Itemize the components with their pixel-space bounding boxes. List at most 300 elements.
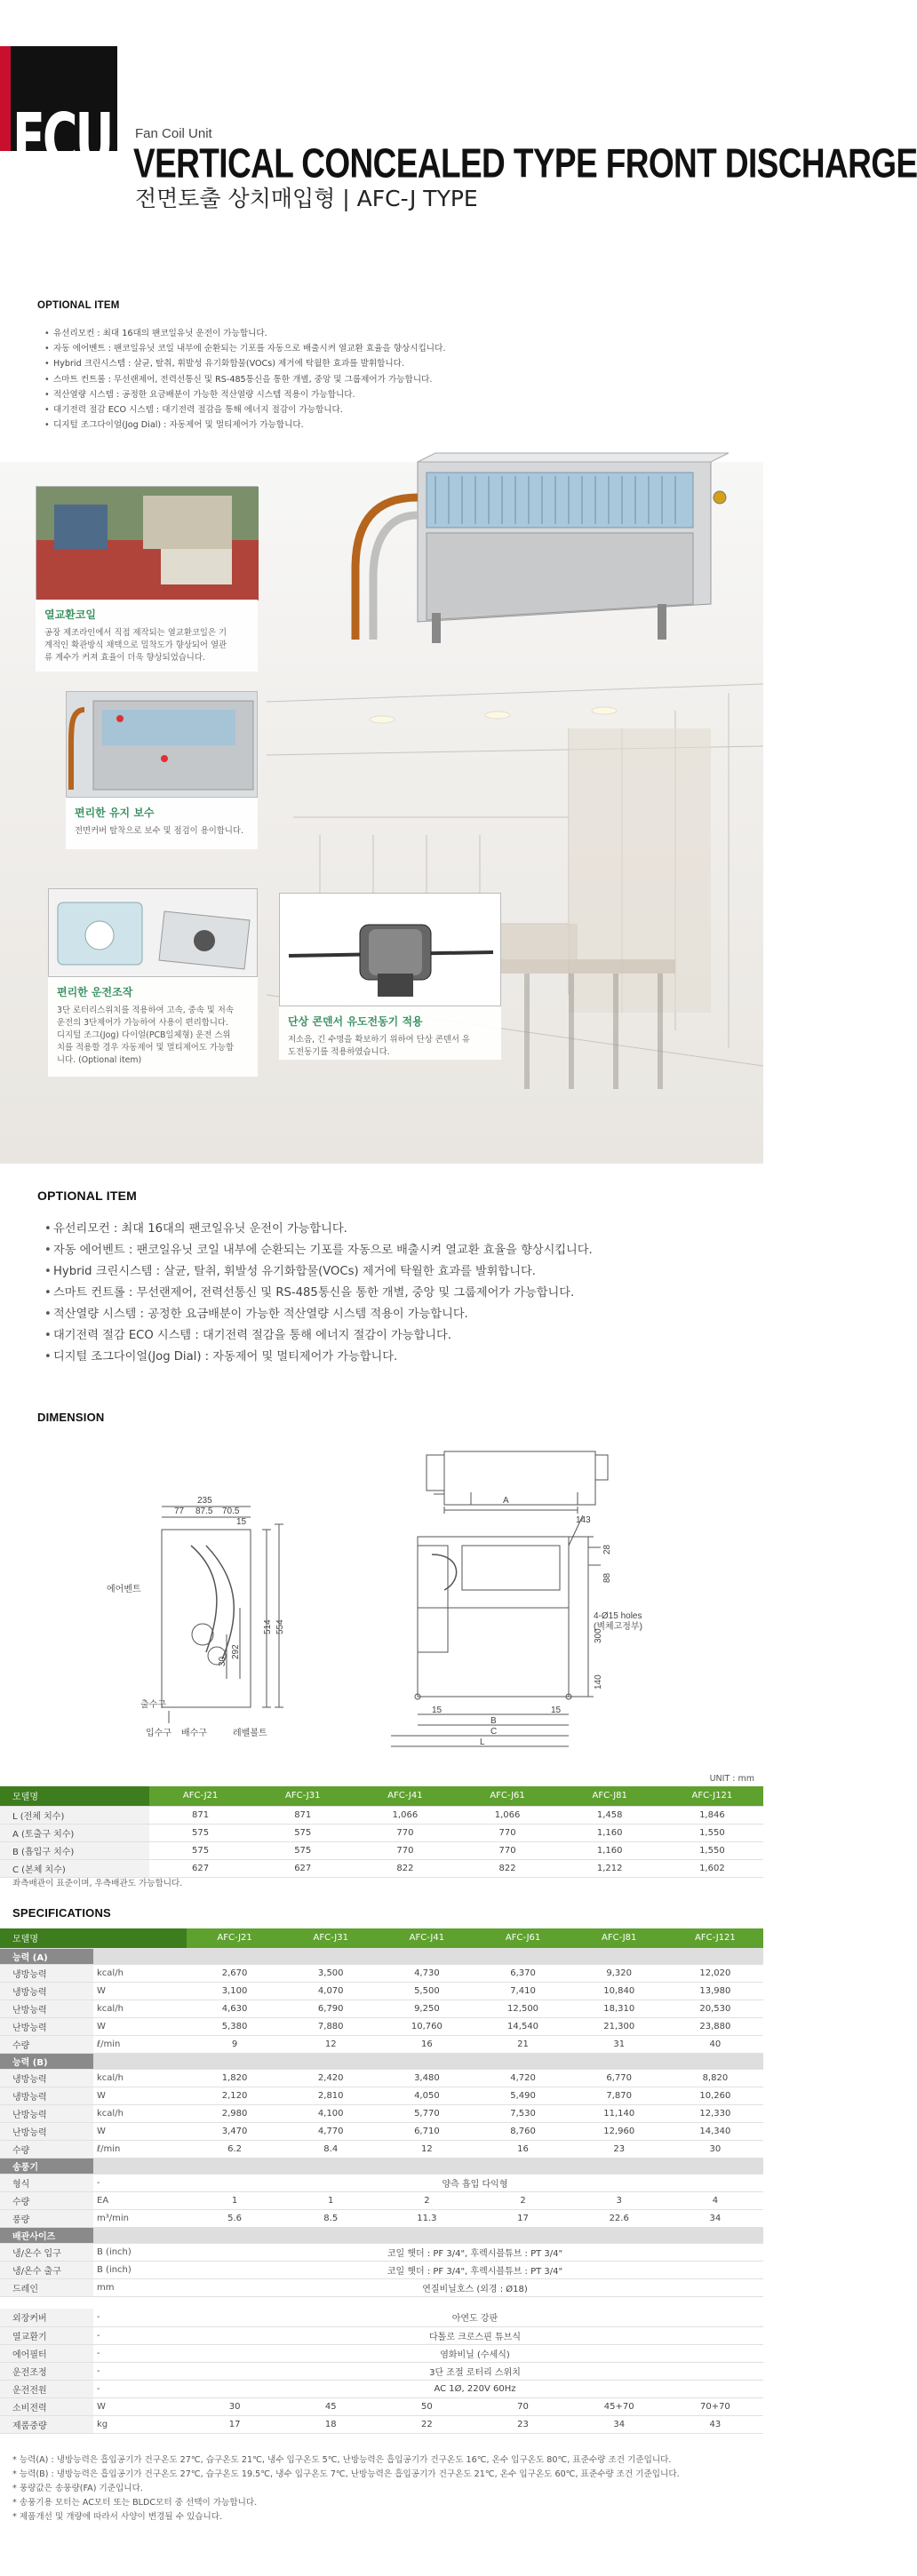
table-cell: 운전전원 — [0, 2380, 93, 2397]
table-cell: 822 — [456, 1859, 558, 1877]
table-cell: A (토출구 치수) — [0, 1824, 149, 1841]
dim-label-88: 88 — [602, 1572, 612, 1583]
dim-label-70-5: 70.5 — [222, 1507, 240, 1516]
control-photo — [48, 888, 258, 977]
dimension-note: 좌측배관이 표준이며, 우측배관도 가능합니다. — [12, 1879, 183, 1888]
table-cell: EA — [93, 2191, 187, 2209]
table-cell: 5.6 — [187, 2209, 283, 2227]
list-item: • 자동 에어벤트 : 팬코일유닛 코일 내부에 순환되는 기포를 자동으로 배출시켜 열교환 효율을 향상시킵니다. — [44, 1240, 593, 1261]
table-cell: 연질비닐호스 (외경 : Ø18) — [187, 2278, 763, 2296]
table-cell: 12,020 — [667, 1964, 763, 1982]
group-filler — [93, 2053, 763, 2069]
table-cell: ℓ/min — [93, 2035, 187, 2053]
feature-maintenance-title: 편리한 유지 보수 — [75, 807, 155, 819]
list-item: • 유선리모컨 : 최대 16대의 팬코일유닛 운전이 가능합니다. — [44, 1219, 593, 1240]
dim-label-514: 514 — [263, 1619, 273, 1634]
table-cell: 수량 — [0, 2035, 93, 2053]
specifications-title: SPECIFICATIONS — [12, 1906, 111, 1920]
table-cell: 8.4 — [283, 2140, 379, 2158]
table-cell: 7,870 — [571, 2087, 667, 2104]
table-row — [0, 2362, 763, 2380]
table-header-cell: AFC-J61 — [474, 1928, 570, 1948]
feature-coil-body — [44, 627, 249, 664]
table-cell: 형식 — [0, 2174, 93, 2191]
table-cell: 8,820 — [667, 2069, 763, 2087]
fcu-cover-image — [67, 692, 259, 799]
feature-maintenance-line: 전면커버 탈착으로 보수 및 점검이 용이합니다. — [75, 826, 243, 836]
table-cell: 16 — [379, 2035, 474, 2053]
dim-label-outlet: 출수구 — [140, 1700, 166, 1710]
table-cell: - — [93, 2174, 187, 2191]
table-cell: W — [93, 2397, 187, 2415]
table-header-cell: 모델명 — [0, 1928, 93, 1948]
table-row — [0, 1964, 763, 1982]
fcu-logo — [0, 46, 117, 180]
table-cell: 21,300 — [571, 2017, 667, 2035]
table-cell: 냉방능력 — [0, 2087, 93, 2104]
table-cell: 1,550 — [661, 1841, 763, 1859]
table-row — [0, 2209, 763, 2227]
feature-control-line: 치를 적용할 경우 자동제어 및 멀티제어도 가능합 — [57, 1043, 235, 1053]
product-hero-area — [0, 462, 763, 1164]
table-cell: B (inch) — [93, 2243, 187, 2261]
top-outline — [427, 1451, 608, 1514]
table-cell: 외장커버 — [0, 2309, 93, 2326]
table-row — [0, 2243, 763, 2261]
controller-image — [49, 889, 259, 978]
table-cell: 아연도 강판 — [187, 2309, 763, 2326]
table-cell: ℓ/min — [93, 2140, 187, 2158]
unit-note: UNIT : mm — [709, 1774, 754, 1784]
table-cell: 1,066 — [354, 1806, 456, 1824]
table-header-cell: AFC-J21 — [149, 1786, 251, 1806]
table-row — [0, 2069, 763, 2087]
table-cell: 70 — [474, 2397, 570, 2415]
table-cell: 6.2 — [187, 2140, 283, 2158]
side-view — [162, 1507, 283, 1723]
table-cell: 31 — [571, 2035, 667, 2053]
table-row — [0, 2035, 763, 2053]
group-label: 배관사이즈 — [0, 2227, 93, 2243]
dim-label-A: A — [503, 1496, 509, 1506]
table-cell: 12,960 — [571, 2122, 667, 2140]
group-label: 능력 (B) — [0, 2053, 93, 2069]
fcu-unit-illustration — [355, 453, 729, 643]
table-cell: 수량 — [0, 2140, 93, 2158]
table-cell: 1,602 — [661, 1859, 763, 1877]
dimension-drawing-svg — [0, 1457, 763, 1759]
table-cell: 871 — [149, 1806, 251, 1824]
table-cell: 2,670 — [187, 1964, 283, 1982]
table-cell: 20,530 — [667, 2000, 763, 2017]
dimension-table — [0, 1786, 763, 1878]
title-model: AFC-J TYPE — [356, 186, 478, 211]
dim-label-drain: 배수구 — [181, 1729, 207, 1738]
dim-label-292: 292 — [231, 1644, 241, 1659]
table-cell: 5,490 — [474, 2087, 570, 2104]
table-cell: L (전체 치수) — [0, 1806, 149, 1824]
table-cell: 2 — [379, 2191, 474, 2209]
table-cell: 3,480 — [379, 2069, 474, 2087]
table-cell: 난방능력 — [0, 2017, 93, 2035]
group-label: 송풍기 — [0, 2158, 93, 2174]
dim-label-L: L — [480, 1737, 485, 1747]
table-cell: - — [93, 2309, 187, 2326]
table-cell: 575 — [251, 1841, 354, 1859]
list-item: • Hybrid 크린시스템 : 살균, 탈취, 휘발성 유기화합물(VOCs) 제거에 탁월한 효과를 발휘합니다. — [44, 1261, 593, 1283]
table-row — [0, 2415, 763, 2433]
table-cell: 4,630 — [187, 2000, 283, 2017]
table-cell: 난방능력 — [0, 2104, 93, 2122]
list-item: • 자동 에어벤트 : 팬코일유닛 코일 내부에 순환되는 기포를 자동으로 배출시켜 열교환 효율을 향상시킵니다. — [44, 341, 445, 356]
table-header-cell: AFC-J21 — [187, 1928, 283, 1948]
table-cell: 45+70 — [571, 2397, 667, 2415]
table-cell: 제품중량 — [0, 2415, 93, 2433]
table-cell: 6,370 — [474, 1964, 570, 1982]
table-header-cell: AFC-J41 — [354, 1786, 456, 1806]
table-cell: 3,470 — [187, 2122, 283, 2140]
feature-motor-line: 저소음, 긴 수명을 확보하기 위하여 단상 콘덴서 유 — [288, 1035, 470, 1045]
optional-item-list-small — [44, 326, 445, 433]
optional-item-list — [44, 1219, 593, 1368]
table-cell: 22.6 — [571, 2209, 667, 2227]
table-cell: 7,530 — [474, 2104, 570, 2122]
dim-label-77: 77 — [174, 1507, 185, 1516]
feature-motor-title: 단상 콘덴서 유도전동기 적용 — [288, 1015, 423, 1028]
table-cell: 45 — [283, 2397, 379, 2415]
table-cell: 1,550 — [661, 1824, 763, 1841]
table-row — [0, 2087, 763, 2104]
dim-label-87-5: 87.5 — [195, 1507, 213, 1516]
table-cell: 30 — [187, 2397, 283, 2415]
dimension-title: DIMENSION — [37, 1411, 105, 1424]
table-cell: 16 — [474, 2140, 570, 2158]
page-title-english: VERTICAL CONCEALED TYPE FRONT DISCHARGE — [133, 140, 917, 187]
feature-coil-title: 열교환코일 — [44, 608, 96, 621]
list-item: • 디지털 조그다이얼(Jog Dial) : 자동제어 및 멀티제어가 가능합니다. — [44, 1347, 593, 1368]
dim-label-inlet: 입수구 — [146, 1729, 171, 1738]
table-header-row — [0, 1928, 763, 1948]
list-item: • 디지털 조그다이얼(Jog Dial) : 자동제어 및 멀티제어가 가능합니다. — [44, 417, 445, 433]
table-cell: 2,980 — [187, 2104, 283, 2122]
table-cell: 풍량 — [0, 2209, 93, 2227]
table-header-row — [0, 1786, 763, 1806]
table-row — [0, 2174, 763, 2191]
table-cell: 9,250 — [379, 2000, 474, 2017]
table-cell: 3,500 — [283, 1964, 379, 1982]
table-cell: 1,846 — [661, 1806, 763, 1824]
feature-maintenance-body — [75, 825, 249, 838]
table-cell: - — [93, 2380, 187, 2397]
optional-item-title: OPTIONAL ITEM — [37, 1189, 138, 1203]
list-item: • 스마트 컨트롤 : 무선랜제어, 전력선통신 및 RS-485통신을 통한 개별, 중앙 및 그룹제어가 가능합니다. — [44, 372, 445, 387]
feature-control-line: 디지털 조그(Jog) 다이얼(PCB일체형) 운전 스위 — [57, 1030, 231, 1040]
table-cell: 1,458 — [559, 1806, 661, 1824]
table-cell: 4 — [667, 2191, 763, 2209]
table-cell: 열교환기 — [0, 2326, 93, 2344]
feature-control-line: 니다. (Optional item) — [57, 1055, 142, 1065]
dim-label-15: 15 — [236, 1517, 247, 1527]
table-row — [0, 2000, 763, 2017]
table-cell: 23,880 — [667, 2017, 763, 2035]
table-cell: 770 — [354, 1824, 456, 1841]
table-cell: 11,140 — [571, 2104, 667, 2122]
table-cell: 2 — [474, 2191, 570, 2209]
group-filler — [93, 1948, 763, 1964]
table-cell: 18,310 — [571, 2000, 667, 2017]
table-row — [0, 2344, 763, 2362]
table-cell: 11.3 — [379, 2209, 474, 2227]
spec-note: * 송풍기용 모터는 AC모터 또는 BLDC모터 중 선택이 가능합니다. — [12, 2498, 258, 2508]
table-header-cell: AFC-J31 — [283, 1928, 379, 1948]
table-header-cell: AFC-J31 — [251, 1786, 354, 1806]
feature-control — [48, 977, 258, 1077]
table-cell: 5,500 — [379, 1982, 474, 2000]
table-cell: 34 — [571, 2415, 667, 2433]
table-cell: 냉방능력 — [0, 1964, 93, 1982]
table-group-row — [0, 2053, 763, 2069]
table-cell: kcal/h — [93, 1964, 187, 1982]
table-cell: 8.5 — [283, 2209, 379, 2227]
table-cell: 10,840 — [571, 1982, 667, 2000]
dim-label-level-bolt: 레벨볼트 — [233, 1729, 267, 1738]
list-item: • Hybrid 크린시스템 : 살균, 탈취, 휘발성 유기화합물(VOCs) 제거에 탁월한 효과를 발휘합니다. — [44, 356, 445, 371]
table-cell: 염화비닐 (수세식) — [187, 2344, 763, 2362]
list-item: • 스마트 컨트롤 : 무선랜제어, 전력선통신 및 RS-485통신을 통한 개별, 중앙 및 그룹제어가 가능합니다. — [44, 1283, 593, 1304]
feature-coil-line: 계적인 확관방식 채택으로 밀착도가 향상되어 열관 — [44, 640, 227, 650]
table-spacer-row — [0, 2296, 763, 2309]
table-cell: 냉방능력 — [0, 2069, 93, 2087]
table-header-cell: 모델명 — [0, 1786, 149, 1806]
dim-label-28: 28 — [602, 1544, 612, 1554]
table-header-cell: AFC-J81 — [559, 1786, 661, 1806]
table-cell: 770 — [456, 1841, 558, 1859]
dim-label-15c: 15 — [551, 1705, 562, 1715]
dim-label-air-vent: 에어벤트 — [107, 1585, 141, 1594]
table-cell: 21 — [474, 2035, 570, 2053]
group-filler — [93, 2227, 763, 2243]
table-cell: 70+70 — [667, 2397, 763, 2415]
dim-label-140: 140 — [594, 1674, 603, 1690]
list-item: • 적산열량 시스템 : 공정한 요금배분이 가능한 적산열량 시스템 적용이 가능합니다. — [44, 1304, 593, 1325]
feature-control-line: 운전의 3단제어가 가능하여 사용이 편리합니다. — [57, 1018, 228, 1028]
table-cell: 2,420 — [283, 2069, 379, 2087]
table-header-cell — [93, 1928, 187, 1948]
feature-coil-line: 공장 제조라인에서 직접 제작되는 열교환코일은 기 — [44, 628, 227, 638]
table-cell: 40 — [667, 2035, 763, 2053]
table-cell: 12 — [283, 2035, 379, 2053]
table-header-cell: AFC-J41 — [379, 1928, 474, 1948]
table-cell: 575 — [149, 1824, 251, 1841]
table-cell: 12,330 — [667, 2104, 763, 2122]
list-item: • 유선리모컨 : 최대 16대의 팬코일유닛 운전이 가능합니다. — [44, 326, 445, 341]
table-row — [0, 2140, 763, 2158]
table-cell: 627 — [251, 1859, 354, 1877]
table-cell: 드레인 — [0, 2278, 93, 2296]
table-cell: 3 — [571, 2191, 667, 2209]
table-cell: 2,120 — [187, 2087, 283, 2104]
table-cell: 10,260 — [667, 2087, 763, 2104]
table-cell: m³/min — [93, 2209, 187, 2227]
table-cell: B (inch) — [93, 2261, 187, 2278]
table-cell: - — [93, 2362, 187, 2380]
dim-label-30: 30 — [218, 1656, 227, 1666]
table-row — [0, 2397, 763, 2415]
table-row — [0, 2017, 763, 2035]
table-cell: 4,050 — [379, 2087, 474, 2104]
motor-photo — [279, 893, 501, 1006]
table-cell: 50 — [379, 2397, 474, 2415]
motor-image — [280, 894, 502, 1007]
table-cell: 6,790 — [283, 2000, 379, 2017]
table-cell: kcal/h — [93, 2069, 187, 2087]
dim-label-holes: 4-Ø15 holes — [594, 1611, 642, 1621]
table-group-row — [0, 2227, 763, 2243]
table-header-cell: AFC-J61 — [456, 1786, 558, 1806]
page-title-korean — [135, 181, 478, 213]
spec-note: * 능력(B) : 냉방능력은 흡입공기가 건구온도 27℃, 습구온도 19.5℃, 냉수 입구온도 7℃, 난방능력은 흡입공기가 건구온도 21℃, 온수 입구온도 60℃, 표준수량 조건 기준입니다. — [12, 2469, 680, 2479]
table-cell: 4,070 — [283, 1982, 379, 2000]
table-cell: 627 — [149, 1859, 251, 1877]
feature-control-title: 편리한 운전조작 — [57, 986, 133, 998]
table-cell: 822 — [354, 1859, 456, 1877]
table-cell: 난방능력 — [0, 2122, 93, 2140]
maintenance-photo — [66, 691, 258, 798]
table-group-row — [0, 1948, 763, 1964]
fan-coil-unit-subtitle: Fan Coil Unit — [135, 126, 212, 141]
table-cell: kg — [93, 2415, 187, 2433]
table-cell: 냉/온수 입구 — [0, 2243, 93, 2261]
table-cell: 770 — [456, 1824, 558, 1841]
table-cell: - — [93, 2326, 187, 2344]
dim-label-C: C — [490, 1727, 498, 1737]
factory-line-image — [36, 487, 259, 600]
table-cell: 9 — [187, 2035, 283, 2053]
table-cell: 코일 헷더 : PF 3/4", 후렉시블튜브 : PT 3/4" — [187, 2243, 763, 2261]
front-view — [391, 1515, 601, 1746]
table-cell: 1,820 — [187, 2069, 283, 2087]
table-cell: 575 — [251, 1824, 354, 1841]
table-cell: 5,770 — [379, 2104, 474, 2122]
feature-coil-line: 류 계수가 커져 효율이 더욱 향상되었습니다. — [44, 653, 205, 663]
table-cell: 1,066 — [456, 1806, 558, 1824]
table-cell: W — [93, 1982, 187, 2000]
spec-note: * 풍량값은 송풍량(FA) 기준입니다. — [12, 2484, 143, 2493]
feature-motor-line: 도전동기를 적용하였습니다. — [288, 1047, 390, 1057]
table-cell: mm — [93, 2278, 187, 2296]
dim-label-235: 235 — [197, 1496, 212, 1506]
table-cell: B (흡입구 치수) — [0, 1841, 149, 1859]
table-cell: 10,760 — [379, 2017, 474, 2035]
table-cell: 9,320 — [571, 1964, 667, 1982]
table-row — [0, 1824, 763, 1841]
group-filler — [93, 2158, 763, 2174]
dim-label-15b: 15 — [432, 1705, 443, 1715]
table-cell: 3단 조절 로터리 스위치 — [187, 2362, 763, 2380]
feature-motor — [279, 1006, 501, 1060]
feature-control-body — [57, 1005, 249, 1067]
dim-label-554: 554 — [275, 1619, 285, 1634]
table-row — [0, 1841, 763, 1859]
table-row — [0, 2309, 763, 2326]
table-cell: 575 — [149, 1841, 251, 1859]
table-cell: 1,160 — [559, 1841, 661, 1859]
table-cell: AC 1Ø, 220V 60Hz — [187, 2380, 763, 2397]
feature-coil — [36, 600, 258, 672]
dim-label-B: B — [490, 1716, 497, 1726]
table-cell: 양측 흡입 다익형 — [187, 2174, 763, 2191]
table-cell: 43 — [667, 2415, 763, 2433]
dim-label-300: 300 — [594, 1628, 603, 1643]
coil-photo — [36, 486, 258, 600]
specifications-table — [0, 1928, 763, 2434]
table-cell: 14,540 — [474, 2017, 570, 2035]
table-header-cell: AFC-J121 — [661, 1786, 763, 1806]
table-cell: 6,710 — [379, 2122, 474, 2140]
table-header-cell: AFC-J121 — [667, 1928, 763, 1948]
table-cell: 17 — [474, 2209, 570, 2227]
title-separator: | — [335, 186, 357, 211]
table-cell: 770 — [354, 1841, 456, 1859]
table-cell: kcal/h — [93, 2104, 187, 2122]
table-cell: 22 — [379, 2415, 474, 2433]
table-header-cell: AFC-J81 — [571, 1928, 667, 1948]
table-row — [0, 2278, 763, 2296]
table-cell: 17 — [187, 2415, 283, 2433]
table-cell: 4,100 — [283, 2104, 379, 2122]
table-cell: W — [93, 2017, 187, 2035]
table-cell: 1,160 — [559, 1824, 661, 1841]
spacer-cell — [0, 2296, 763, 2309]
list-item: • 대기전력 절감 ECO 시스템 : 대기전력 절감을 통해 에너지 절감이 가능합니다. — [44, 402, 445, 417]
table-row — [0, 2261, 763, 2278]
spec-notes — [12, 2453, 680, 2524]
table-cell: 12 — [379, 2140, 474, 2158]
table-cell: kcal/h — [93, 2000, 187, 2017]
table-cell: 8,760 — [474, 2122, 570, 2140]
table-cell: 운전조정 — [0, 2362, 93, 2380]
feature-motor-body — [288, 1034, 492, 1059]
table-cell: 18 — [283, 2415, 379, 2433]
table-cell: 1,212 — [559, 1859, 661, 1877]
table-cell: 6,770 — [571, 2069, 667, 2087]
title-ko-main: 전면토출 상치매입형 — [135, 186, 336, 211]
table-cell: 14,340 — [667, 2122, 763, 2140]
spec-note: * 제품개선 및 개량에 따라서 사양이 변경될 수 있습니다. — [12, 2512, 223, 2522]
table-cell: - — [93, 2344, 187, 2362]
table-cell: 난방능력 — [0, 2000, 93, 2017]
table-cell: 3,100 — [187, 1982, 283, 2000]
table-cell: 냉/온수 출구 — [0, 2261, 93, 2278]
table-cell: W — [93, 2087, 187, 2104]
table-cell: 7,410 — [474, 1982, 570, 2000]
table-cell: 냉방능력 — [0, 1982, 93, 2000]
list-item: • 대기전력 절감 ECO 시스템 : 대기전력 절감을 통해 에너지 절감이 가능합니다. — [44, 1325, 593, 1347]
table-cell: 7,880 — [283, 2017, 379, 2035]
group-label: 능력 (A) — [0, 1948, 93, 1964]
optional-item-title-small: OPTIONAL ITEM — [37, 300, 120, 311]
table-cell: 수량 — [0, 2191, 93, 2209]
table-cell: 코일 헷더 : PF 3/4", 후렉시블튜브 : PT 3/4" — [187, 2261, 763, 2278]
table-cell: 4,730 — [379, 1964, 474, 1982]
feature-maintenance — [66, 798, 258, 849]
table-row — [0, 2380, 763, 2397]
logo-text: FCU — [12, 98, 112, 180]
table-row — [0, 2122, 763, 2140]
table-cell: 1 — [283, 2191, 379, 2209]
table-cell: 12,500 — [474, 2000, 570, 2017]
table-cell: 1 — [187, 2191, 283, 2209]
